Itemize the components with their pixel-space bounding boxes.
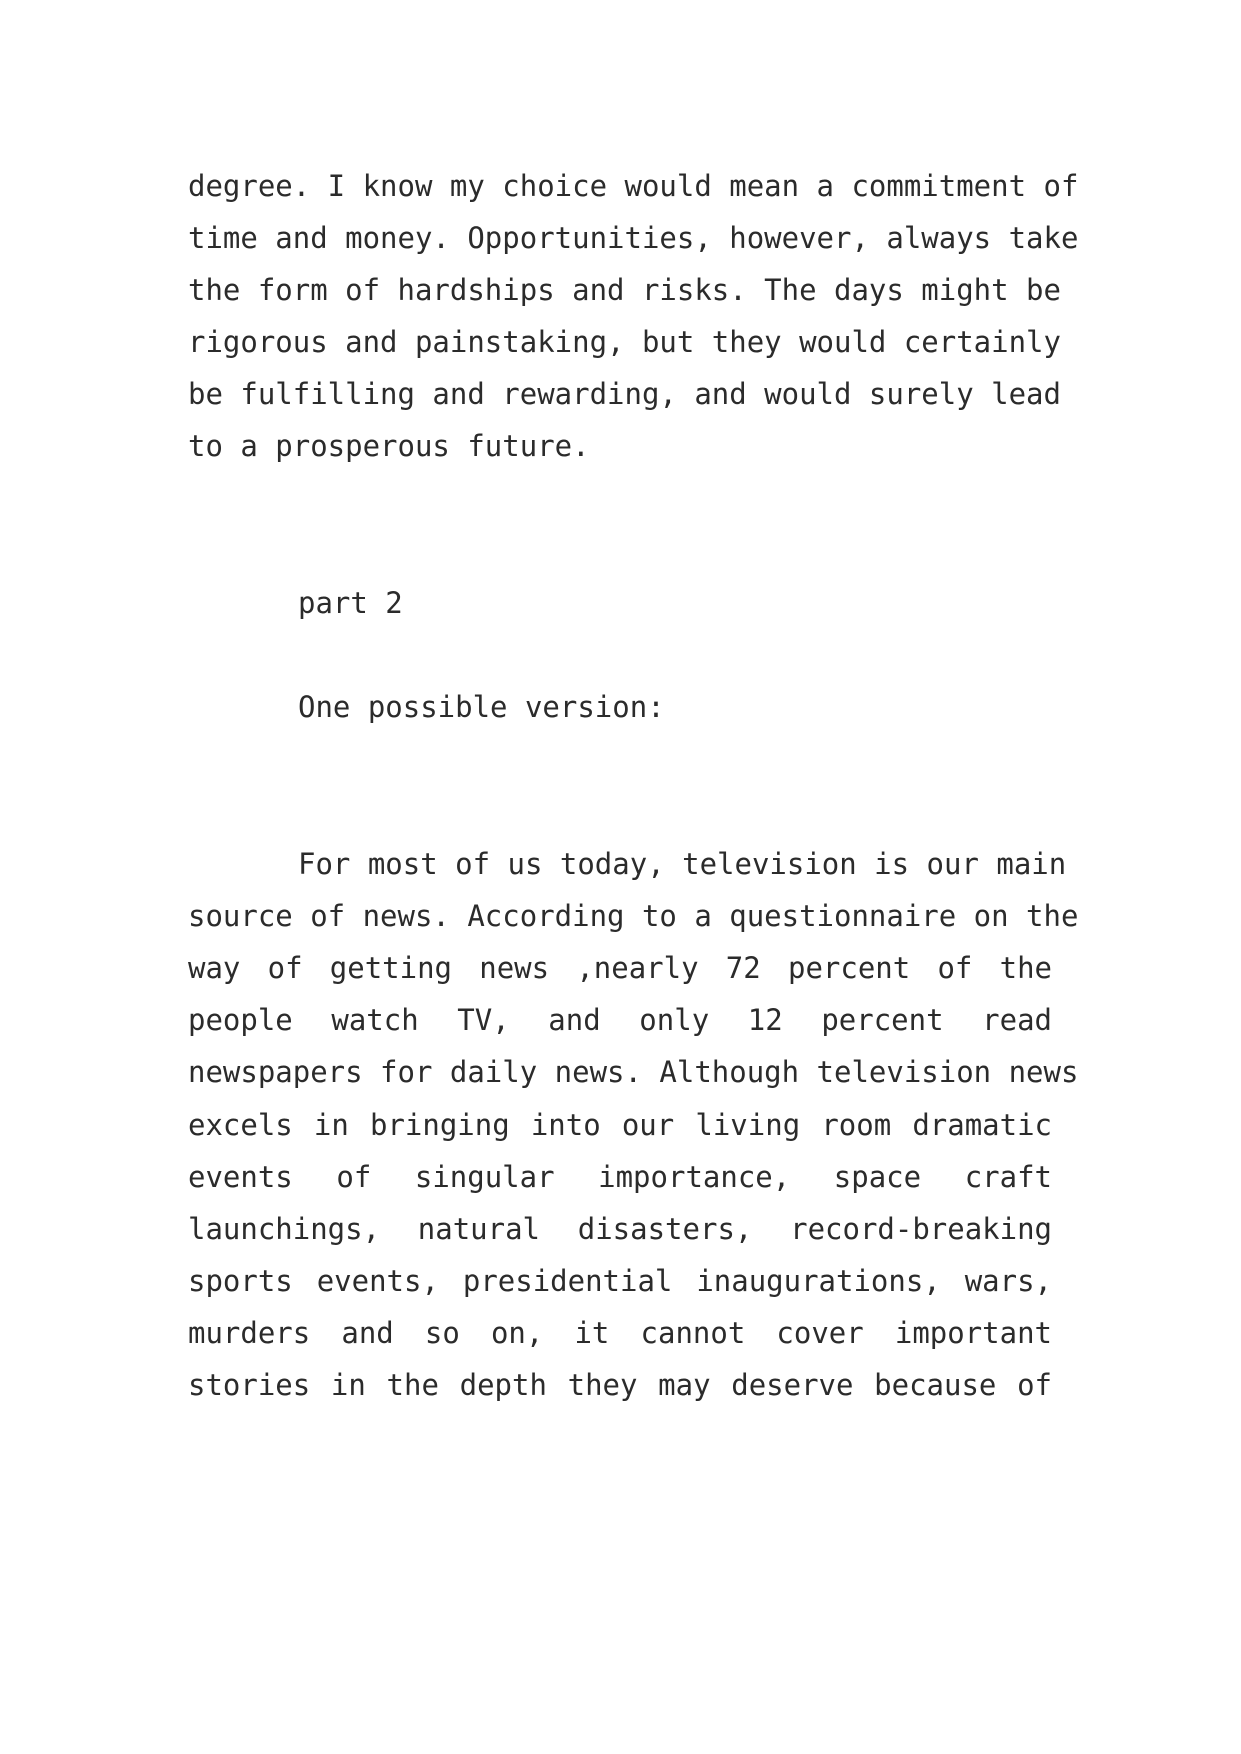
paragraph-2-line: people watch TV, and only 12 percent read — [188, 1003, 1052, 1037]
section-heading: part 2 — [298, 586, 403, 620]
paragraph-2-line: newspapers for daily news. Although television news — [188, 1055, 1079, 1089]
paragraph-2-line: sports events, presidential inaugurations, wars, — [188, 1264, 1052, 1298]
paragraph-2-line: events of singular importance, space craft — [188, 1160, 1052, 1194]
paragraph-2-line: murders and so on, it cannot cover important — [188, 1316, 1052, 1350]
paragraph-2-line: excels in bringing into our living room dramatic — [188, 1108, 1052, 1142]
paragraph-1-line: rigorous and painstaking, but they would certainly — [188, 325, 1061, 359]
paragraph-2-line: For most of us today, television is our main — [298, 847, 1067, 881]
paragraph-1-line: the form of hardships and risks. The days might be — [188, 273, 1061, 307]
paragraph-2-line: launchings, natural disasters, record-breaking — [188, 1212, 1052, 1246]
paragraph-2-line: source of news. According to a questionnaire on the — [188, 899, 1079, 933]
paragraph-1-line: degree. I know my choice would mean a commitment of — [188, 169, 1079, 203]
subheading: One possible version: — [298, 690, 665, 724]
paragraph-1-line: time and money. Opportunities, however, always take — [188, 221, 1079, 255]
paragraph-1-line: to a prosperous future. — [188, 429, 590, 463]
paragraph-2-line: stories in the depth they may deserve because of — [188, 1368, 1052, 1402]
paragraph-2-line: way of getting news ,nearly 72 percent of the — [188, 951, 1052, 985]
paragraph-1-line: be fulfilling and rewarding, and would surely lead — [188, 377, 1061, 411]
